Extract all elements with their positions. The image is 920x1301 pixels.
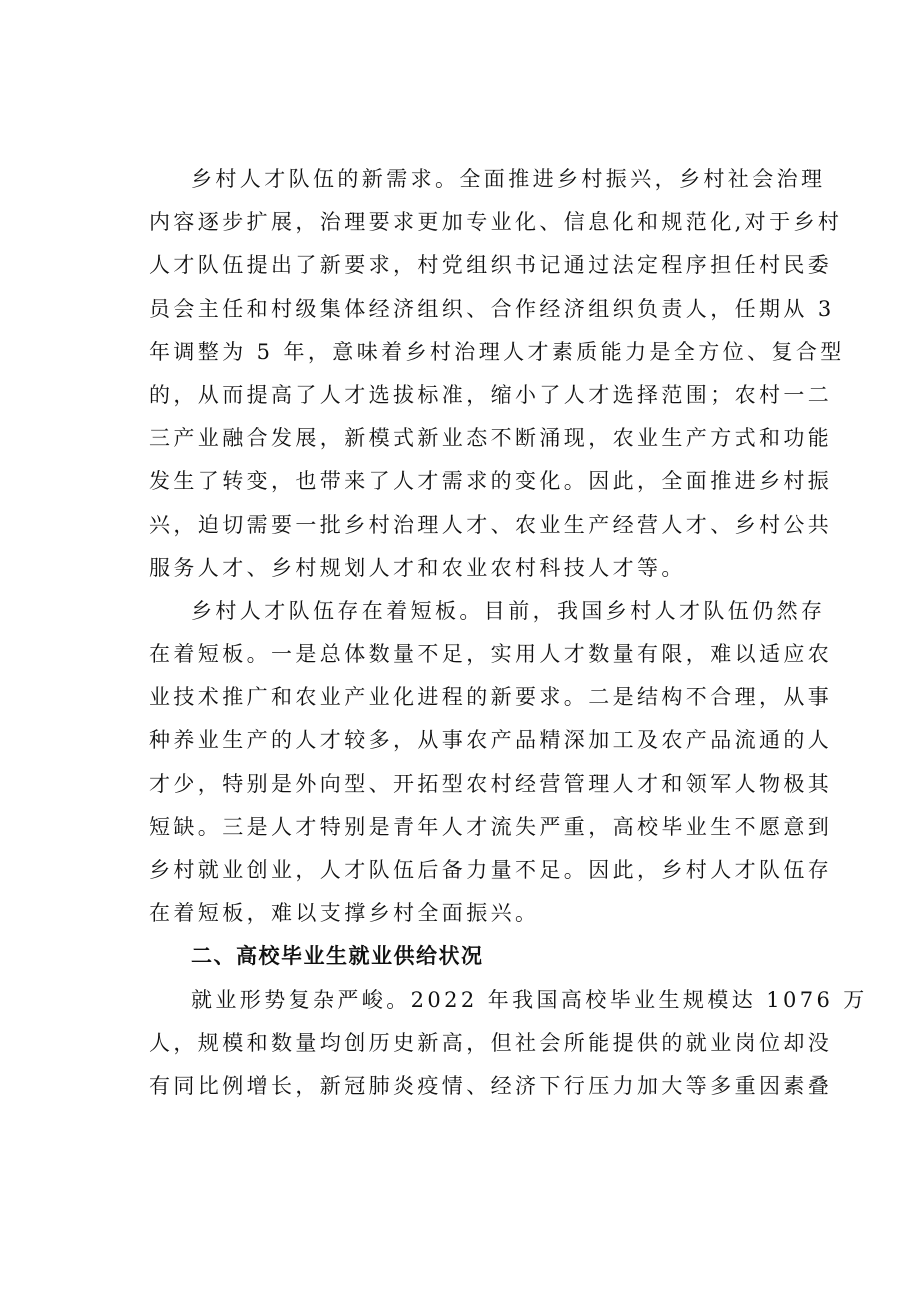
paragraph-talent-shortcomings	[149, 590, 833, 936]
paragraph-line: 在着短板，难以支撑乡村全面振兴。	[149, 901, 540, 926]
paragraph-employment-situation	[149, 979, 868, 1109]
paragraph-line: 年调整为 5 年，意味着乡村治理人才素质能力是全方位、复合型	[149, 339, 845, 364]
section-heading: 二、高校毕业生就业供给状况	[191, 944, 484, 969]
paragraph-line: 内容逐步扩展，治理要求更加专业化、信息化和规范化,对于乡村	[149, 210, 843, 235]
paragraph-line: 三产业融合发展，新模式新业态不断涌现，农业生产方式和功能	[149, 426, 833, 451]
paragraph-line: 在着短板。一是总体数量不足，实用人才数量有限，难以适应农	[149, 642, 833, 667]
paragraph-line: 乡村人才队伍存在着短板。目前，我国乡村人才队伍仍然存	[191, 598, 826, 623]
document-body	[149, 158, 868, 1108]
paragraph-line: 乡村人才队伍的新需求。全面推进乡村振兴，乡村社会治理	[191, 167, 826, 191]
paragraph-line: 短缺。三是人才特别是青年人才流失严重，高校毕业生不愿意到	[149, 814, 833, 839]
paragraph-line: 兴，迫切需要一批乡村治理人才、农业生产经营人才、乡村公共	[149, 512, 833, 537]
paragraph-line: 的，从而提高了人才选拔标准，缩小了人才选择范围；农村一二	[149, 382, 833, 407]
paragraph-line: 乡村就业创业，人才队伍后备力量不足。因此，乡村人才队伍存	[149, 858, 833, 882]
paragraph-line: 服务人才、乡村规划人才和农业农村科技人才等。	[149, 555, 686, 580]
paragraph-line: 才少，特别是外向型、开拓型农村经营管理人才和领军人物极其	[149, 771, 833, 796]
paragraph-line: 人，规模和数量均创历史新高，但社会所能提供的就业岗位却没	[149, 1030, 833, 1055]
paragraph-talent-demand	[149, 158, 845, 590]
paragraph-line: 人才队伍提出了新要求，村党组织书记通过法定程序担任村民委	[149, 253, 833, 278]
paragraph-line: 就业形势复杂严峻。2022 年我国高校毕业生规模达 1076 万	[191, 987, 868, 1012]
paragraph-line: 业技术推广和农业产业化进程的新要求。二是结构不合理，从事	[149, 685, 833, 710]
paragraph-line: 有同比例增长，新冠肺炎疫情、经济下行压力加大等多重因素叠	[149, 1073, 833, 1098]
paragraph-line: 员会主任和村级集体经济组织、合作经济组织负责人，任期从 3	[149, 296, 835, 321]
paragraph-line: 发生了转变，也带来了人才需求的变化。因此，全面推进乡村振	[149, 469, 833, 494]
paragraph-line: 种养业生产的人才较多，从事农产品精深加工及农产品流通的人	[149, 728, 833, 753]
